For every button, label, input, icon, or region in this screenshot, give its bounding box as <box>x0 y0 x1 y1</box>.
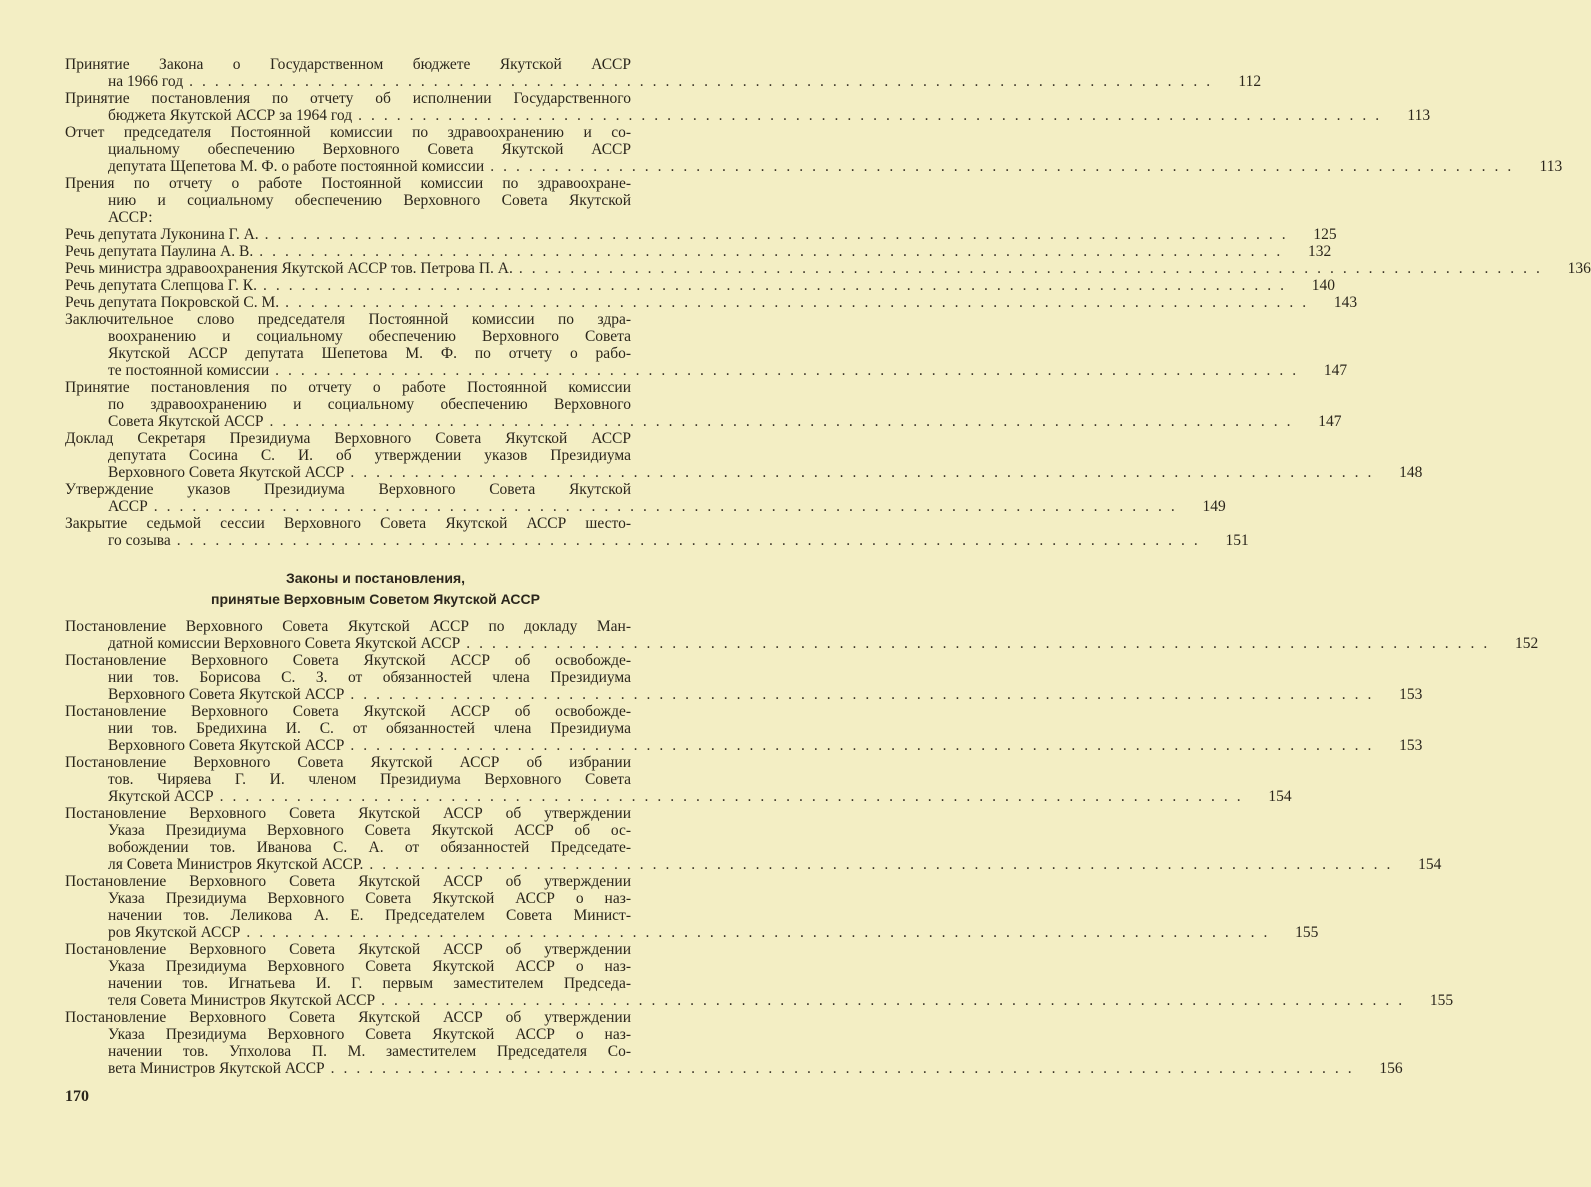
toc-entry <box>65 379 1342 430</box>
toc-entry-text: Заключительное слово председателя Постоянной комиссии по здра- <box>65 311 631 328</box>
toc-entry <box>65 515 1249 549</box>
toc-entry-text: Прения по отчету о работе Постоянной комиссии по здравоохране- <box>65 175 631 192</box>
toc-entry-page: 148 <box>1399 464 1423 481</box>
toc-entry-page: 140 <box>1311 277 1335 294</box>
dot-leader: ................................................................................ <box>330 1060 1361 1077</box>
toc-entry-text: вета Министров Якутской АССР <box>108 1060 325 1077</box>
toc-entry-line <box>65 856 1442 873</box>
toc-entry-line <box>65 958 685 975</box>
dot-leader: ................................................................................ <box>264 226 1295 243</box>
dot-leader: ................................................................................ <box>358 107 1389 124</box>
toc-entry-page: 125 <box>1313 226 1337 243</box>
toc-entry-line <box>65 703 685 720</box>
toc-entry <box>65 294 1358 311</box>
toc-entry-line <box>65 311 685 328</box>
toc-entry-text: Постановление Верховного Совета Якутской АССР об освобожде- <box>65 652 631 669</box>
dot-leader: ................................................................................ <box>381 992 1412 1009</box>
toc-entry-line <box>65 226 1337 243</box>
section-heading-line-1: Законы и постановления, <box>285 570 466 586</box>
toc-entry-page: 147 <box>1318 413 1342 430</box>
toc-entry <box>65 703 1423 754</box>
toc-entry-text: теля Совета Министров Якутской АССР <box>108 992 376 1009</box>
toc-entry-line <box>65 175 685 192</box>
toc-entry-line <box>65 822 685 839</box>
toc-entry <box>65 260 1591 277</box>
toc-entry-text: нии тов. Борисова С. З. от обязанностей члена Президиума <box>108 669 631 686</box>
toc-entry-text: Совета Якутской АССР <box>108 413 264 430</box>
toc-entry-line <box>65 447 685 464</box>
toc-entry-line <box>65 635 1539 652</box>
toc-entry-text: вобождении тов. Иванова С. А. от обязанностей Председате- <box>108 839 631 856</box>
toc-entry-text: Верховного Совета Якутской АССР <box>108 686 345 703</box>
toc-entry-text: Речь министра здравоохранения Якутской АССР тов. Петрова П. А. <box>65 260 513 277</box>
toc-entry-line <box>65 839 685 856</box>
toc-entry <box>65 754 1292 805</box>
toc-entry-line <box>65 1009 685 1026</box>
toc-entry-text: Указа Президиума Верховного Совета Якутской АССР о наз- <box>108 890 631 907</box>
toc-entry <box>65 618 1539 652</box>
toc-entry-line <box>65 515 685 532</box>
toc-entry-text: Постановление Верховного Совета Якутской АССР об утверждении <box>65 805 631 822</box>
toc-entry-text: бюджета Якутской АССР за 1964 год <box>108 107 353 124</box>
toc-entry-line <box>65 464 1423 481</box>
toc-entry <box>65 873 1319 941</box>
toc-entry-line <box>65 720 685 737</box>
section-heading <box>0 568 751 610</box>
toc-entry-line <box>65 277 1335 294</box>
dot-leader: ................................................................................ <box>350 737 1381 754</box>
toc-entry-page: 155 <box>1295 924 1319 941</box>
dot-leader: ................................................................................ <box>153 498 1184 515</box>
toc-entry-text: АССР <box>108 498 148 515</box>
toc-entry-text: начении тов. Леликова А. Е. Председателем Совета Минист- <box>108 907 631 924</box>
toc-entry-page: 153 <box>1399 686 1423 703</box>
toc-entry-line <box>65 737 1423 754</box>
toc-entry-text: Постановление Верховного Совета Якутской АССР об избрании <box>65 754 631 771</box>
toc-entry-text: Постановление Верховного Совета Якутской АССР об утверждении <box>65 1009 631 1026</box>
toc-entry-text: датной комиссии Верховного Совета Якутской АССР <box>108 635 461 652</box>
toc-entry-text: циальному обеспечению Верховного Совета Якутской АССР <box>108 141 631 158</box>
toc-entry-text: Речь депутата Луконина Г. А. <box>65 226 259 243</box>
toc-entry-line <box>65 90 685 107</box>
toc-entry-page: 155 <box>1429 992 1454 1009</box>
toc-entry <box>65 56 1262 90</box>
toc-entry-text: Принятие постановления по отчету об исполнении Государственного <box>65 90 631 107</box>
contents-section-laws <box>65 618 1539 1077</box>
toc-entry <box>65 941 1454 1009</box>
toc-entry-line <box>65 209 685 226</box>
toc-entry-page: 154 <box>1268 788 1292 805</box>
dot-leader: ................................................................................ <box>466 635 1497 652</box>
toc-entry-line <box>65 686 1423 703</box>
toc-entry-line <box>65 669 685 686</box>
toc-entry-page: 156 <box>1379 1060 1403 1077</box>
toc-entry-text: нию и социальному обеспечению Верховного Совета Якутской <box>108 192 631 209</box>
toc-entry-text: Доклад Секретаря Президиума Верховного Совета Якутской АССР <box>65 430 631 447</box>
toc-entry-text: по здравоохранению и социальному обеспечению Верховного <box>108 396 631 413</box>
toc-entry-line <box>65 805 685 822</box>
dot-leader: ................................................................................ <box>285 294 1316 311</box>
toc-entry-line <box>65 1043 685 1060</box>
toc-entry-text: начении тов. Упхолова П. М. заместителем Председателя Со- <box>108 1043 631 1060</box>
dot-leader: ................................................................................ <box>369 856 1400 873</box>
toc-entry-line <box>65 294 1358 311</box>
toc-entry-line <box>65 141 685 158</box>
toc-entry-line <box>65 771 685 788</box>
toc-entry-text: го созыва <box>108 532 171 549</box>
dot-leader: ................................................................................ <box>262 277 1293 294</box>
toc-entry-text: Верховного Совета Якутской АССР <box>108 464 345 481</box>
toc-entry <box>65 243 1332 260</box>
toc-entry-text: Речь депутата Паулина А. В. <box>65 243 254 260</box>
toc-entry-text: Постановление Верховного Совета Якутской АССР по докладу Ман- <box>65 618 631 635</box>
toc-entry-line <box>65 1026 685 1043</box>
toc-entry-line <box>65 498 1226 515</box>
toc-entry-text: Постановление Верховного Совета Якутской АССР об утверждении <box>65 941 631 958</box>
toc-entry-line <box>65 941 685 958</box>
toc-entry-text: Указа Президиума Верховного Совета Якутской АССР об ос- <box>108 822 631 839</box>
dot-leader: ................................................................................ <box>246 924 1277 941</box>
toc-entry-page: 147 <box>1323 362 1348 379</box>
toc-entry-text: воохранению и социальному обеспечению Верховного Совета <box>108 328 631 345</box>
toc-entry-text: Якутской АССР депутата Шепетова М. Ф. по отчету о рабо- <box>108 345 631 362</box>
toc-entry-line <box>65 260 1591 277</box>
toc-entry-text: Верховного Совета Якутской АССР <box>108 737 345 754</box>
toc-entry <box>65 1009 1403 1077</box>
toc-entry <box>65 124 1563 175</box>
toc-entry-text: Постановление Верховного Совета Якутской АССР об освобожде- <box>65 703 631 720</box>
toc-entry-page: 132 <box>1307 243 1332 260</box>
toc-entry-text: депутата Сосина С. И. об утверждении указов Президиума <box>108 447 631 464</box>
dot-leader: ................................................................................ <box>350 686 1381 703</box>
toc-entry-line <box>65 652 685 669</box>
toc-entry-line <box>65 396 685 413</box>
toc-entry <box>65 226 1337 243</box>
toc-entry-line <box>65 362 1348 379</box>
dot-leader: ................................................................................ <box>490 158 1521 175</box>
dot-leader: ................................................................................ <box>269 413 1300 430</box>
dot-leader: ................................................................................ <box>259 243 1290 260</box>
toc-entry-page: 149 <box>1202 498 1226 515</box>
toc-entry-text: Отчет председателя Постоянной комиссии по здравоохранению и со- <box>65 124 631 141</box>
contents-section-proceedings <box>65 56 1591 549</box>
toc-entry-line <box>65 992 1454 1009</box>
toc-entry-text: тов. Чиряева Г. И. членом Президиума Верховного Совета <box>108 771 631 788</box>
toc-entry-line <box>65 873 685 890</box>
toc-entry <box>65 311 1348 379</box>
toc-entry-text: Утверждение указов Президиума Верховного Совета Якутской <box>65 481 631 498</box>
toc-entry-text: Принятие Закона о Государственном бюджете Якутской АССР <box>65 56 631 73</box>
toc-entry-text: начении тов. Игнатьева И. Г. первым заместителем Председа- <box>108 975 631 992</box>
toc-entry-line <box>65 907 685 924</box>
toc-entry-line <box>65 379 685 396</box>
toc-entry-text: те постоянной комиссии <box>108 362 270 379</box>
toc-entry-text: нии тов. Бредихина И. С. от обязанностей члена Президиума <box>108 720 631 737</box>
toc-entry-line <box>65 124 685 141</box>
toc-entry-line <box>65 788 1292 805</box>
toc-entry <box>65 652 1423 703</box>
toc-entry-text: Указа Президиума Верховного Совета Якутской АССР о наз- <box>108 1026 631 1043</box>
dot-leader: ................................................................................ <box>275 362 1306 379</box>
toc-entry-line <box>65 754 685 771</box>
toc-entry-line <box>65 975 685 992</box>
toc-entry-page: 151 <box>1225 532 1249 549</box>
toc-entry-page: 112 <box>1238 73 1262 90</box>
toc-entry <box>65 277 1335 294</box>
toc-entry-line <box>65 1060 1403 1077</box>
toc-entry-page: 113 <box>1539 158 1563 175</box>
toc-entry-line <box>65 345 685 362</box>
toc-entry-line <box>65 328 685 345</box>
toc-entry <box>65 175 685 226</box>
toc-entry-page: 143 <box>1333 294 1358 311</box>
toc-entry-line <box>65 413 1342 430</box>
dot-leader: ................................................................................ <box>518 260 1549 277</box>
page-number: 170 <box>65 1088 89 1105</box>
toc-entry-line <box>65 924 1319 941</box>
toc-entry <box>65 481 1226 515</box>
toc-entry-text: Речь депутата Покровской С. М. <box>65 294 280 311</box>
toc-entry-text: ров Якутской АССР <box>108 924 241 941</box>
toc-entry-page: 154 <box>1418 856 1442 873</box>
toc-entry-text: Постановление Верховного Совета Якутской АССР об утверждении <box>65 873 631 890</box>
toc-entry-text: АССР: <box>108 209 153 226</box>
dot-leader: ................................................................................ <box>219 788 1250 805</box>
toc-entry-line <box>65 890 685 907</box>
toc-entry-text: Речь депутата Слепцова Г. К. <box>65 277 257 294</box>
toc-entry-page: 153 <box>1399 737 1423 754</box>
toc-entry-text: Якутской АССР <box>108 788 214 805</box>
toc-entry-page: 136 <box>1567 260 1591 277</box>
toc-entry-text: Закрытие седьмой сессии Верховного Совета Якутской АССР шесто- <box>65 515 631 532</box>
toc-entry-text: Принятие постановления по отчету о работе Постоянной комиссии <box>65 379 631 396</box>
toc-entry-line <box>65 192 685 209</box>
dot-leader: ................................................................................ <box>350 464 1381 481</box>
toc-entry <box>65 90 1431 124</box>
toc-entry-line <box>65 56 685 73</box>
toc-entry-line <box>65 73 1262 90</box>
toc-entry <box>65 430 1423 481</box>
toc-entry-text: Указа Президиума Верховного Совета Якутской АССР о наз- <box>108 958 631 975</box>
toc-entry <box>65 805 1442 873</box>
toc-entry-line <box>65 107 1431 124</box>
section-heading-line-2: принятые Верховным Советом Якутской АССР <box>211 591 540 607</box>
toc-entry-line <box>65 532 1249 549</box>
toc-entry-line <box>65 618 685 635</box>
toc-entry-page: 152 <box>1515 635 1539 652</box>
dot-leader: ................................................................................ <box>189 73 1220 90</box>
toc-entry-line <box>65 430 685 447</box>
dot-leader: ................................................................................ <box>176 532 1207 549</box>
toc-entry-text: на 1966 год <box>108 73 184 90</box>
toc-entry-line <box>65 481 685 498</box>
toc-entry-line <box>65 243 1332 260</box>
toc-entry-text: депутата Щепетова М. Ф. о работе постоянной комиссии <box>108 158 485 175</box>
toc-entry-text: ля Совета Министров Якутской АССР. <box>108 856 364 873</box>
toc-entry-line <box>65 158 1563 175</box>
toc-entry-page: 113 <box>1407 107 1431 124</box>
